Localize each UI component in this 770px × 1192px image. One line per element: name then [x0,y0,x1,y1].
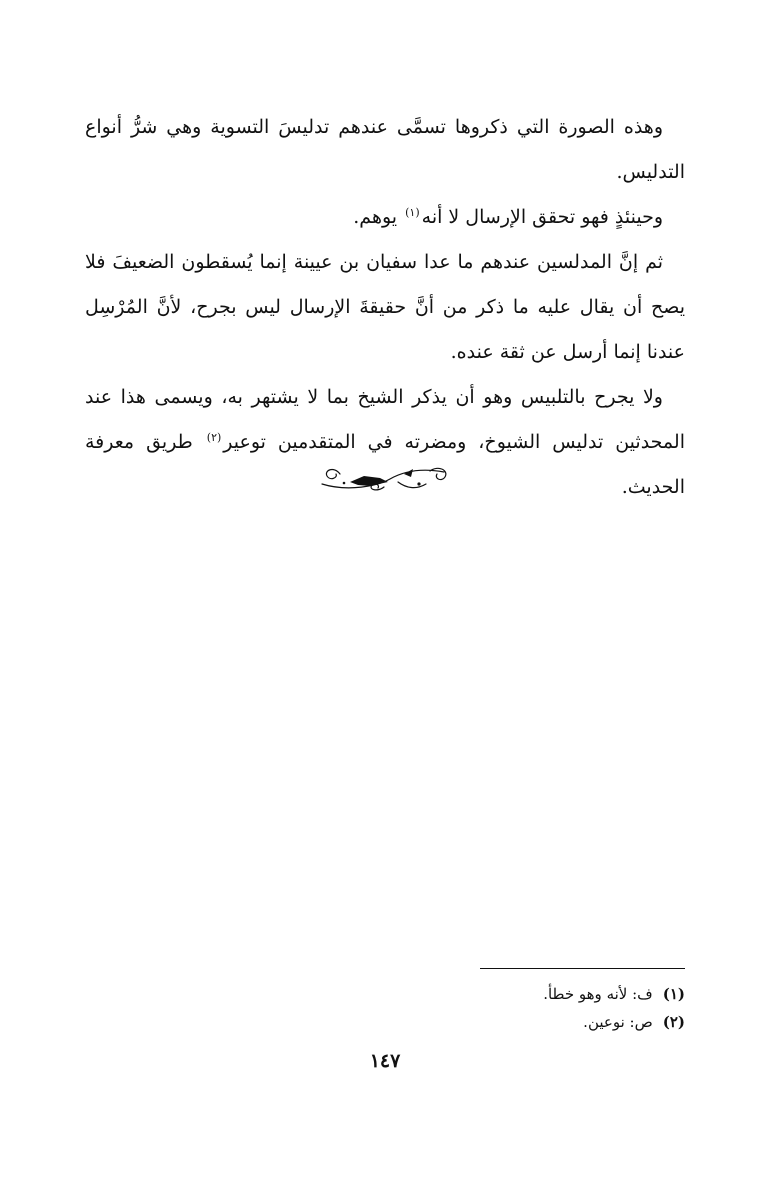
footnote-ref-1: (١) [405,205,420,219]
footnote-2 [85,1008,685,1036]
footnote-1 [85,980,685,1008]
footnote-number: (٢) [662,1013,685,1031]
page-number: ١٤٧ [369,1050,401,1072]
footnote-text: ف: لأنه وهو خطأ. [543,985,653,1003]
footnote-number: (١) [662,985,685,1003]
paragraph-1: وهذه الصورة التي ذكروها تسمَّى عندهم تدليسَ التسوية وهي شرُّ أنواع التدليس. [85,116,685,183]
paragraph-3: ثم إنَّ المدلسين عندهم ما عدا سفيان بن عيينة إنما يُسقطون الضعيفَ فلا يصح أن يقال عليه ما ذكر من أنَّ حقيقةَ الإرسال ليس بجرح، لأنَّ المُرْسِل عندنا إنما أرسل عن ثقة عنده. [85,251,685,363]
footnote-ref-2: (٢) [206,430,222,444]
footnote-text: ص: نوعين. [583,1013,653,1031]
paragraph-4: ولا يجرح بالتلبيس وهو أن يذكر الشيخ بما لا يشتهر به، ويسمى هذا عند المحدثين تدليس الشيوخ، ومضرته في المتقدمين توعير$^{(٢)}$ طريق معرفة الحديث. [85,386,685,498]
footnotes [85,980,685,1036]
paragraph-2: وحينئذٍ فهو تحقق الإرسال لا أنه$^{(١)}$ يوهم. [353,205,663,228]
ornament-divider-icon [318,462,452,496]
footnote-separator [480,968,685,969]
main-text [85,105,685,510]
